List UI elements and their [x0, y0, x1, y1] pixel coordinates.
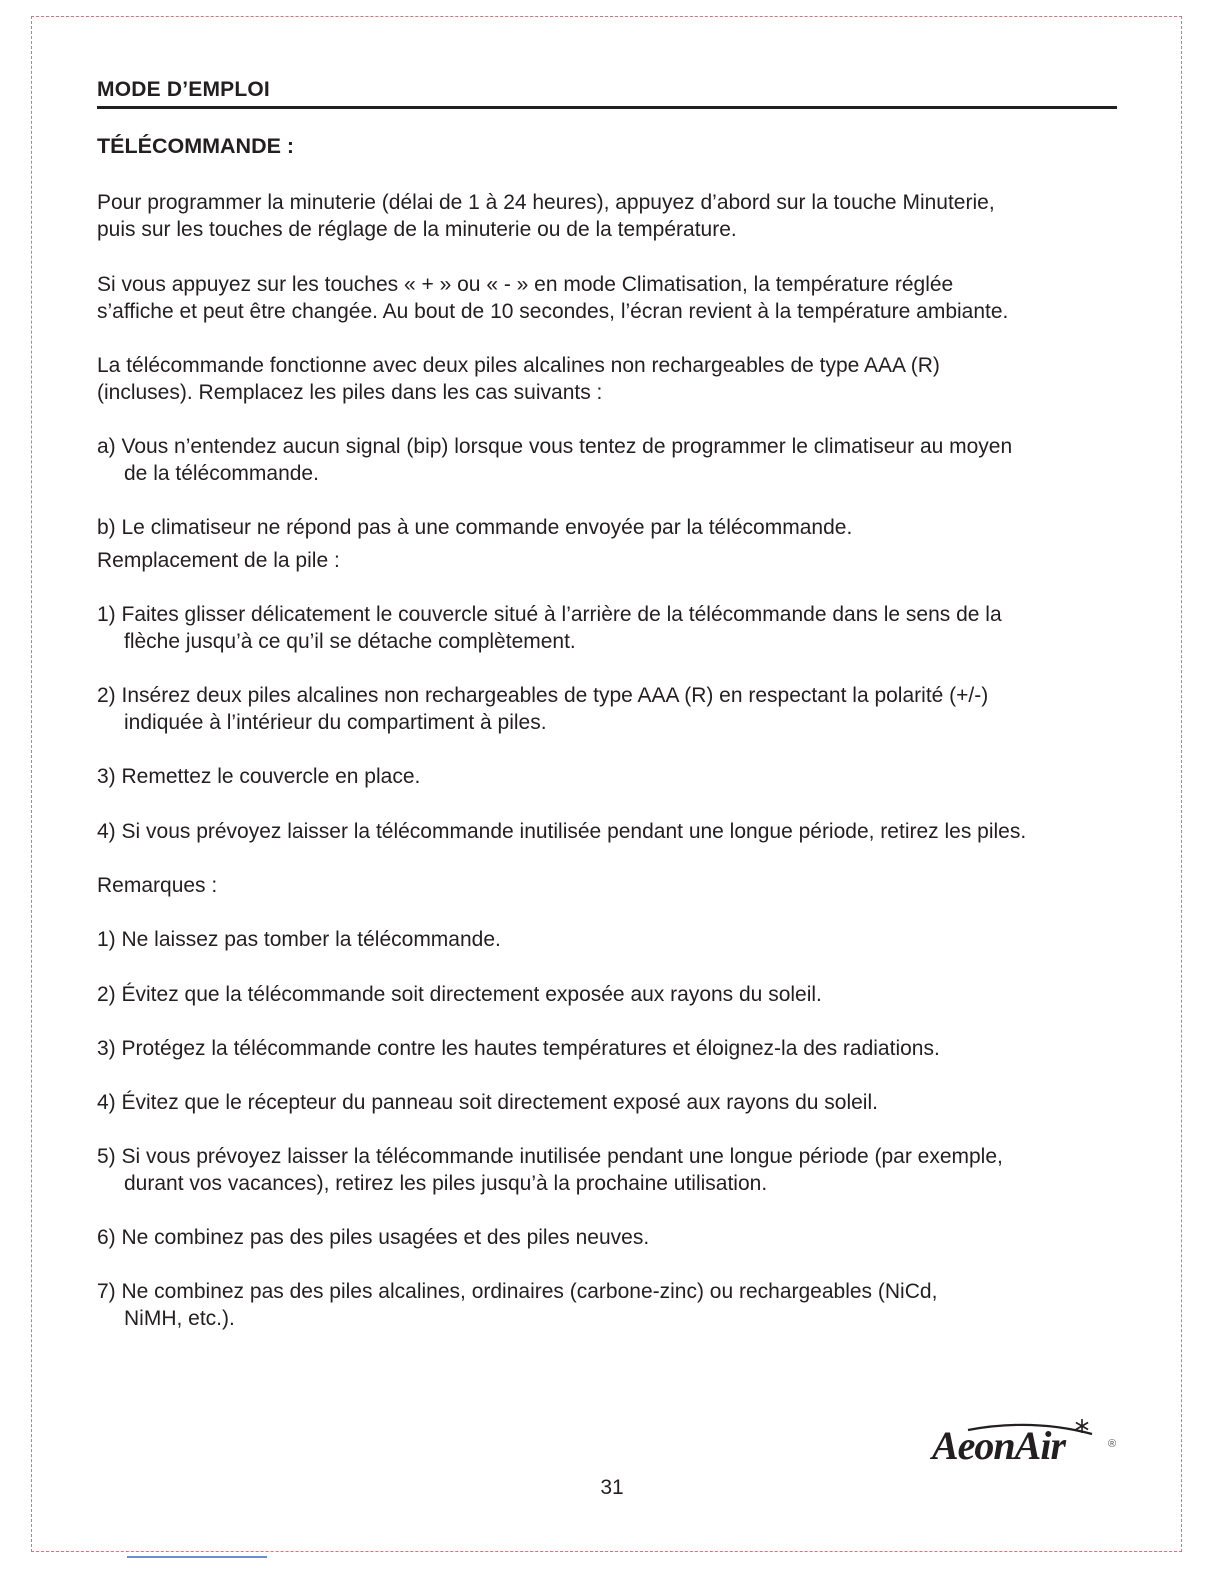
replacement-step-4: 4) Si vous prévoyez laisser la télécommande inutilisée pendant une longue période, retirez les piles. [97, 820, 1027, 843]
remark-3: 3) Protégez la télécommande contre les hautes températures et éloignez-la des radiations. [97, 1037, 940, 1060]
brand-name: AeonAir [932, 1423, 1066, 1468]
remark-5-line-1: 5) Si vous prévoyez laisser la télécommande inutilisée pendant une longue période (par exemple, [97, 1145, 1003, 1168]
replacement-step-3: 3) Remettez le couvercle en place. [97, 765, 421, 788]
paragraph-batteries-line-1: La télécommande fonctionne avec deux piles alcalines non rechargeables de type AAA (R) [97, 354, 940, 377]
remark-5-line-2: durant vos vacances), retirez les piles jusqu’à la prochaine utilisation. [124, 1172, 768, 1195]
replacement-step-1-line-2: flèche jusqu’à ce qu’il se détache complètement. [124, 630, 576, 653]
replacement-step-2-line-2: indiquée à l’intérieur du compartiment à piles. [124, 711, 547, 734]
page-number: 31 [600, 1476, 624, 1499]
subtitle: TÉLÉCOMMANDE : [97, 134, 295, 158]
snowflake-icon [1074, 1418, 1090, 1434]
remark-1: 1) Ne laissez pas tomber la télécommande. [97, 928, 501, 951]
remark-2: 2) Évitez que la télécommande soit directement exposée aux rayons du soleil. [97, 983, 822, 1006]
paragraph-timer-line-1: Pour programmer la minuterie (délai de 1 à 24 heures), appuyez d’abord sur la touche Minuterie, [97, 191, 995, 214]
replacement-heading: Remplacement de la pile : [97, 549, 340, 572]
replacement-step-2-line-1: 2) Insérez deux piles alcalines non rechargeables de type AAA (R) en respectant la polarité (+/-) [97, 684, 989, 707]
remark-6: 6) Ne combinez pas des piles usagées et des piles neuves. [97, 1226, 650, 1249]
replacement-step-1-line-1: 1) Faites glisser délicatement le couvercle situé à l’arrière de la télécommande dans le sens de la [97, 603, 1002, 626]
remark-7-line-1: 7) Ne combinez pas des piles alcalines, ordinaires (carbone-zinc) ou rechargeables (NiCd, [97, 1280, 938, 1303]
case-b-line-1: b) Le climatiseur ne répond pas à une commande envoyée par la télécommande. [97, 516, 853, 539]
remark-4: 4) Évitez que le récepteur du panneau soit directement exposé aux rayons du soleil. [97, 1091, 878, 1114]
paragraph-timer-line-2: puis sur les touches de réglage de la minuterie ou de la température. [97, 218, 737, 241]
case-a-line-2: de la télécommande. [124, 462, 319, 485]
case-a-line-1: a) Vous n’entendez aucun signal (bip) lorsque vous tentez de programmer le climatiseur au moyen [97, 435, 1013, 458]
section-title: MODE D’EMPLOI [97, 78, 1117, 109]
brand-logo [932, 1420, 1132, 1470]
link-underline [127, 1556, 267, 1558]
remark-7-line-2: NiMH, etc.). [124, 1307, 235, 1330]
paragraph-temp-line-1: Si vous appuyez sur les touches « + » ou « - » en mode Climatisation, la température réglée [97, 273, 954, 296]
paragraph-batteries-line-2: (incluses). Remplacez les piles dans les cas suivants : [97, 381, 603, 404]
paragraph-temp-line-2: s’affiche et peut être changée. Au bout de 10 secondes, l’écran revient à la température ambiante. [97, 300, 1009, 323]
remarks-heading: Remarques : [97, 874, 218, 897]
registered-mark: ® [1108, 1438, 1117, 1450]
